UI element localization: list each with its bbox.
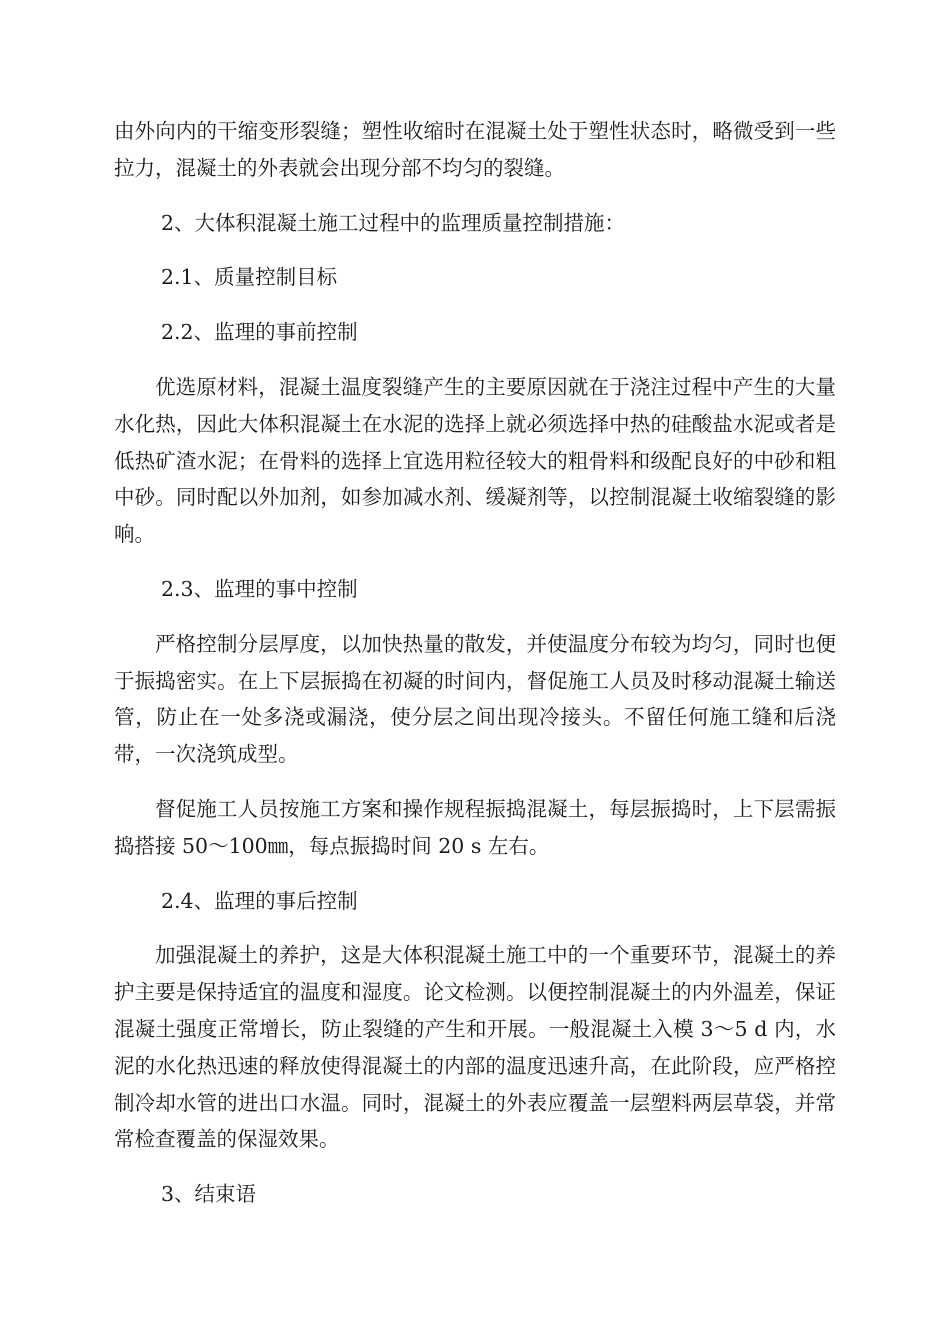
- spacer: [114, 241, 836, 259]
- spacer: [114, 553, 836, 571]
- spacer: [114, 608, 836, 626]
- section-heading-2-2: 2.2、监理的事前控制: [161, 320, 358, 345]
- section-heading-2-3: 2.3、监理的事中控制: [161, 576, 358, 601]
- spacer: [114, 187, 836, 205]
- spacer: [114, 1158, 836, 1176]
- paragraph-vibration: 督促施工人员按施工方案和操作规程振捣混凝土，每层振捣时，上下层需振捣搭接 50～100㎜，每点振捣时间 20 s 左右。: [114, 796, 836, 858]
- section-heading-3: 3、结束语: [161, 1182, 257, 1207]
- section-heading-2-4: 2.4、监理的事后控制: [161, 888, 358, 913]
- paragraph-raw-materials: 优选原材料，混凝土温度裂缝产生的主要原因就在于浇注过程中产生的大量水化热，因此大体积混凝土在水泥的选择上就必须选择中热的硅酸盐水泥或者是低热矿渣水泥；在骨料的选择上宜选用粒径较大的粗骨料和级配良好的中砂和粗中砂。同时配以外加剂，如参加减水剂、缓凝剂等，以控制混凝土收缩裂缝的影响。: [114, 374, 836, 547]
- section-heading-2-1: 2.1、质量控制目标: [161, 265, 338, 290]
- spacer: [114, 296, 836, 314]
- document-body: [114, 113, 836, 1213]
- paragraph-crack-description: 由外向内的干缩变形裂缝；塑性收缩时在混凝土处于塑性状态时，略微受到一些拉力，混凝土的外表就会出现分部不均匀的裂缝。: [114, 119, 836, 180]
- section-heading-2: 2、大体积混凝土施工过程中的监理质量控制措施：: [161, 210, 626, 235]
- paragraph-curing: 加强混凝土的养护，这是大体积混凝土施工中的一个重要环节，混凝土的养护主要是保持适宜的温度和湿度。论文检测。以便控制混凝土的内外温差，保证混凝土强度正常增长，防止裂缝的产生和开展。一般混凝土入模 3～5 d 内，水泥的水化热迅速的释放使得混凝土的内部的温度迅速升高，在此阶段，应严格控制冷却水管的进出口水温。同时，混凝土的外表应覆盖一层塑料两层草袋，并常常检查覆盖的保湿效果。: [114, 943, 836, 1152]
- spacer: [114, 773, 836, 791]
- spacer: [114, 919, 836, 937]
- paragraph-layer-thickness: 严格控制分层厚度，以加快热量的散发，并使温度分布较为均匀，同时也便于振捣密实。在上下层振捣在初凝的时间内，督促施工人员及时移动混凝土输送管，防止在一处多浇或漏浇，使分层之间出现冷接头。不留任何施工缝和后浇带，一次浇筑成型。: [114, 631, 836, 767]
- spacer: [114, 351, 836, 369]
- spacer: [114, 865, 836, 883]
